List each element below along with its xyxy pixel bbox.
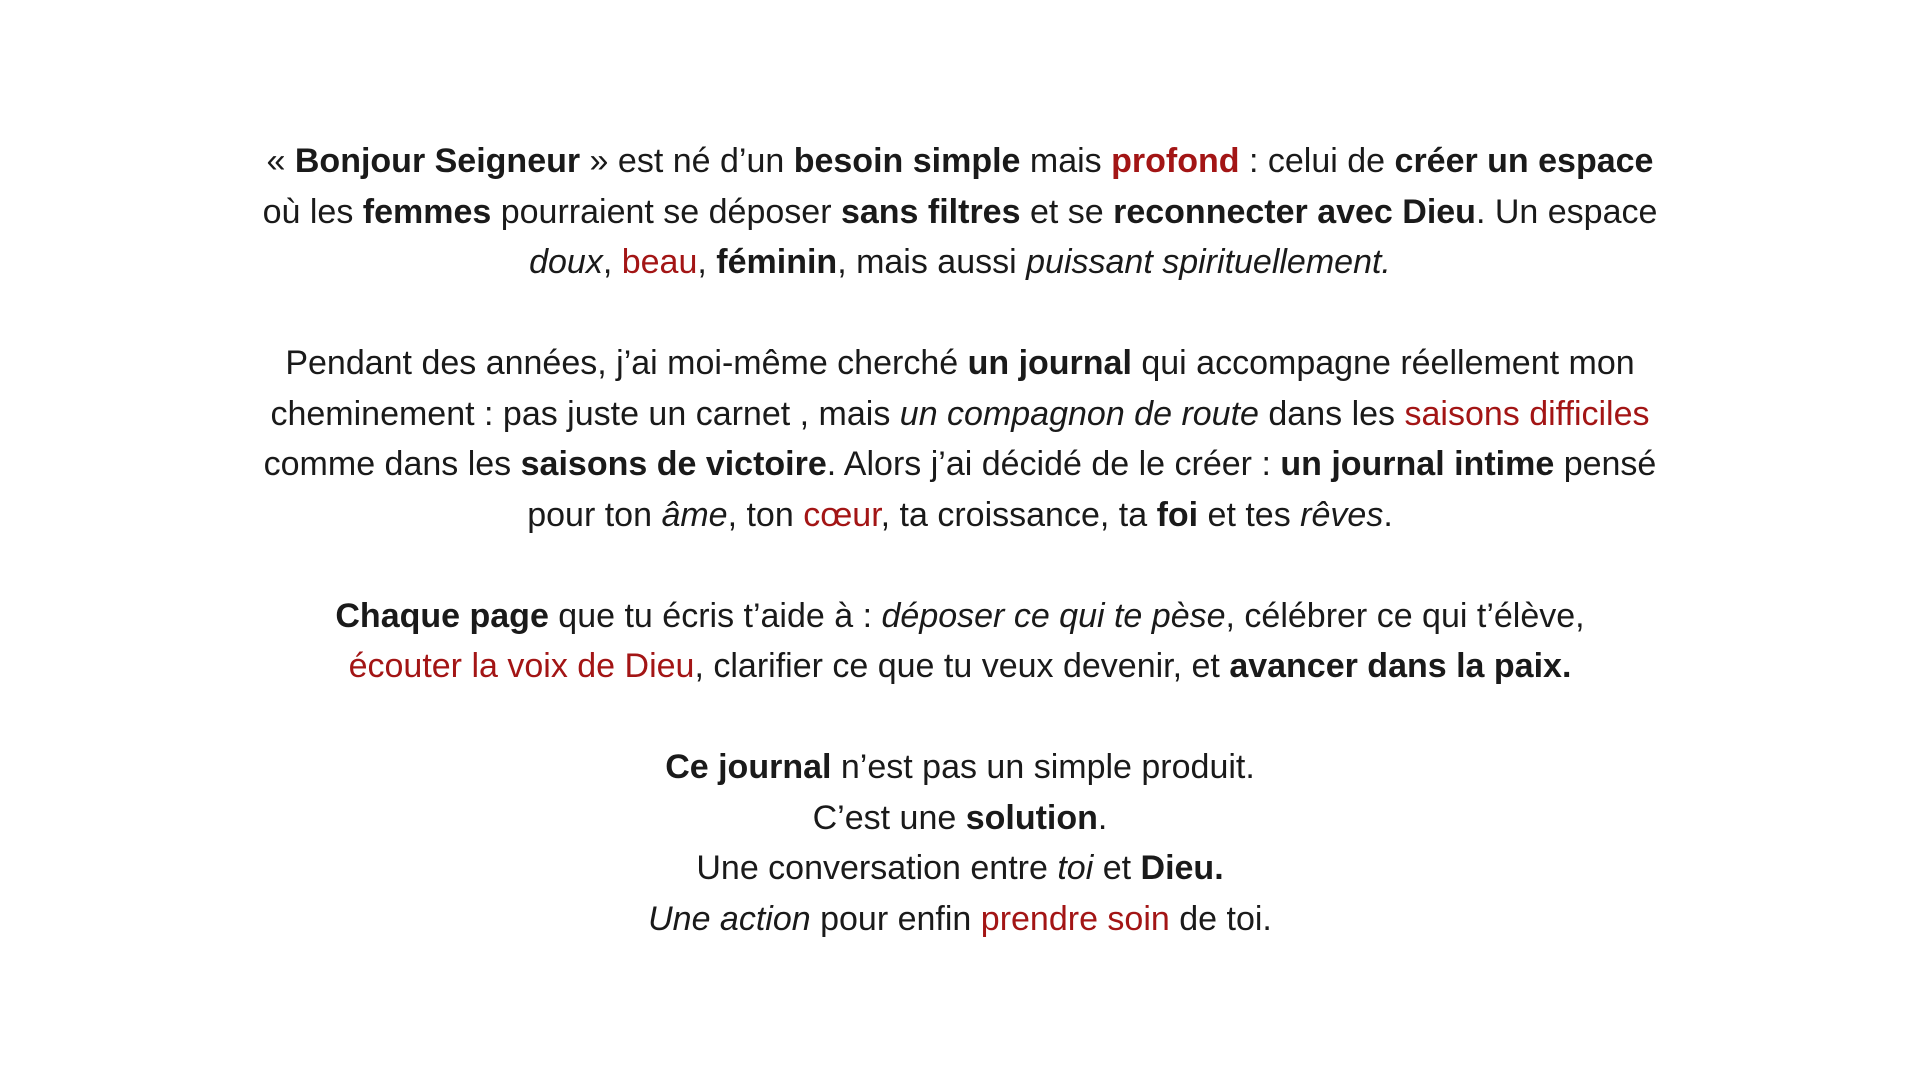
text-line	[160, 187, 1760, 238]
text-run: Pendant des années, j’ai moi-même cherché	[285, 344, 968, 382]
paragraph-4	[160, 742, 1760, 944]
bold-text: avancer dans la paix.	[1229, 647, 1572, 685]
italic-text: un compagnon de route	[899, 394, 1259, 433]
highlighted-text: écouter la voix de Dieu	[348, 647, 695, 685]
bold-text: besoin simple	[793, 142, 1021, 180]
bold-text: un journal	[967, 344, 1132, 382]
text-line	[160, 591, 1760, 642]
text-line	[160, 742, 1760, 793]
highlighted-text: beau	[621, 243, 698, 281]
italic-text: déposer ce qui te pèse	[881, 596, 1226, 635]
bold-text: saisons de victoire	[520, 445, 827, 483]
text-line	[160, 338, 1760, 389]
text-run: où les	[262, 192, 363, 231]
bold-text: solution	[965, 798, 1098, 837]
text-line	[160, 641, 1760, 692]
text-line	[160, 843, 1760, 894]
text-run: » est né d’un	[580, 142, 794, 180]
italic-text: âme	[661, 495, 728, 534]
text-run: , ton	[727, 495, 804, 534]
text-run: , clarifier ce que tu veux devenir, et	[694, 647, 1230, 685]
italic-text: doux	[529, 243, 603, 281]
body-text	[160, 136, 1760, 944]
paragraph-3	[160, 591, 1760, 692]
italic-text: rêves	[1300, 495, 1384, 534]
text-run: que tu écris t’aide à :	[548, 596, 882, 635]
text-run: et	[1093, 849, 1141, 887]
bold-text: créer un espace	[1394, 142, 1654, 180]
text-run: ,	[697, 243, 717, 281]
text-run: dans les	[1258, 394, 1405, 433]
highlighted-text: cœur	[803, 495, 881, 534]
text-run: C’est une	[812, 798, 966, 837]
bold-text: Chaque page	[335, 596, 549, 635]
text-run: pour ton	[527, 495, 662, 534]
text-run: de toi.	[1169, 899, 1272, 938]
text-run: mais	[1020, 142, 1112, 180]
text-run: .	[1097, 798, 1108, 837]
text-run: . Un espace	[1475, 192, 1658, 231]
text-line	[160, 490, 1760, 541]
text-run: ,	[602, 243, 622, 281]
text-run: . Alors j’ai décidé de le créer :	[826, 445, 1281, 483]
text-run: , mais aussi	[837, 243, 1027, 281]
text-line	[160, 136, 1760, 187]
italic-text: toi	[1057, 849, 1094, 887]
bold-text: Bonjour Seigneur	[294, 142, 581, 180]
text-run: , célébrer ce qui t’élève,	[1225, 596, 1585, 635]
highlighted-text: prendre soin	[980, 899, 1170, 938]
bold-text: un journal intime	[1280, 445, 1555, 483]
italic-text: Une action	[648, 899, 811, 938]
highlighted-text: saisons difficiles	[1404, 394, 1650, 433]
bold-text: Dieu.	[1140, 849, 1224, 887]
bold-text: foi	[1156, 495, 1199, 534]
text-run: comme dans les	[263, 445, 521, 483]
text-run: qui accompagne réellement mon	[1131, 344, 1635, 382]
text-run: pensé	[1554, 445, 1657, 483]
text-run: pourraient se déposer	[491, 192, 841, 231]
text-run: .	[1383, 495, 1393, 534]
text-run: et se	[1020, 192, 1114, 231]
text-line	[160, 894, 1760, 945]
text-line	[160, 439, 1760, 490]
text-line	[160, 793, 1760, 844]
paragraph-2	[160, 338, 1760, 540]
text-run: , ta croissance, ta	[880, 495, 1157, 534]
bold-text: féminin	[716, 243, 838, 281]
highlighted-text: profond	[1111, 142, 1240, 180]
text-line	[160, 237, 1760, 288]
text-run: pour enfin	[810, 899, 981, 938]
text-run: : celui de	[1239, 142, 1395, 180]
bold-text: sans filtres	[840, 192, 1021, 231]
text-run: n’est pas un simple produit.	[831, 748, 1255, 786]
text-run: et tes	[1198, 495, 1301, 534]
text-run: cheminement : pas juste un carnet , mais	[270, 394, 900, 433]
bold-text: Ce journal	[665, 748, 832, 786]
text-line	[160, 389, 1760, 440]
italic-text: puissant spirituellement.	[1026, 243, 1391, 281]
bold-text: femmes	[362, 192, 492, 231]
paragraph-1	[160, 136, 1760, 288]
bold-text: reconnecter avec Dieu	[1113, 192, 1476, 231]
text-run: «	[266, 142, 295, 180]
text-run: Une conversation entre	[696, 849, 1058, 887]
